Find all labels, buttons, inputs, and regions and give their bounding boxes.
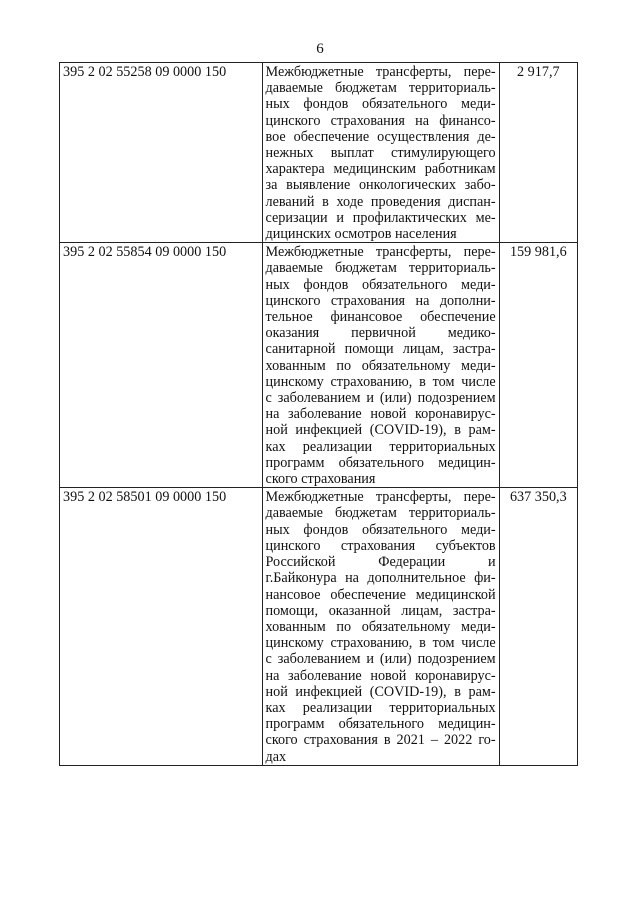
description-line: вое обеспечение осуществления де-: [265, 128, 496, 145]
description-line: ных фондов обязательного меди-: [265, 521, 496, 538]
budget-code-cell: 395 2 02 55854 09 0000 150: [60, 243, 263, 488]
description-line: тельное финансовое обеспечение: [265, 309, 496, 326]
description-cell: [262, 243, 499, 488]
description-line: ных фондов обязательного меди-: [265, 96, 496, 113]
page-number: 6: [316, 41, 324, 57]
description-line: ной инфекцией (COVID-19), в рам-: [265, 683, 496, 700]
description-line: ского страхования в 2021 – 2022 го-: [265, 732, 496, 749]
description-line: цинского страхования на дополни-: [265, 292, 496, 309]
table-row: [60, 243, 578, 488]
description-line: цинского страхования субъектов: [265, 537, 496, 554]
description-line: ной инфекцией (COVID-19), в рам-: [265, 422, 496, 439]
description-line: серизации и профилактических ме-: [265, 209, 496, 226]
budget-table: [59, 62, 578, 766]
description-line: программ обязательного медицин-: [265, 454, 496, 471]
amount-cell: 637 350,3: [499, 488, 577, 765]
description-line: леваний в ходе проведения диспан-: [265, 193, 496, 210]
description-line: за выявление онкологических забо-: [265, 177, 496, 194]
description-line: ках реализации территориальных: [265, 699, 496, 716]
description-line: даваемые бюджетам территориаль-: [265, 505, 496, 522]
description-cell: [262, 488, 499, 765]
description-line: хованным по обязательному меди-: [265, 357, 496, 374]
description-line: цинскому страхованию, в том числе: [265, 635, 496, 652]
description-line: программ обязательного медицин-: [265, 716, 496, 733]
amount-cell: 159 981,6: [499, 243, 577, 488]
description-line: Межбюджетные трансферты, пере-: [265, 489, 496, 506]
description-line: характера медицинским работникам: [265, 161, 496, 178]
table-row: [60, 63, 578, 243]
description-line: ках реализации территориальных: [265, 438, 496, 455]
budget-code-cell: 395 2 02 55258 09 0000 150: [60, 63, 263, 243]
description-line: на заболевание новой коронавирус-: [265, 667, 496, 684]
description-line: хованным по обязательному меди-: [265, 618, 496, 635]
description-line: г.Байконура на дополнительное фи-: [265, 570, 496, 587]
description-line: даваемые бюджетам территориаль-: [265, 260, 496, 277]
description-line: с заболеванием и (или) подозрением: [265, 651, 496, 668]
description-line: дицинских осмотров населения: [265, 226, 457, 243]
amount-cell: 2 917,7: [499, 63, 577, 243]
description-line: ского страхования: [265, 471, 376, 488]
budget-code-cell: 395 2 02 58501 09 0000 150: [60, 488, 263, 765]
description-line: Межбюджетные трансферты, пере-: [265, 244, 496, 261]
description-line: дах: [265, 748, 287, 765]
description-line: даваемые бюджетам территориаль-: [265, 80, 496, 97]
description-line: ных фондов обязательного меди-: [265, 276, 496, 293]
description-line: нежных выплат стимулирующего: [265, 145, 496, 162]
description-line: нансовое обеспечение медицинской: [265, 586, 496, 603]
description-line: цинскому страхованию, в том числе: [265, 373, 496, 390]
description-line: Российской Федерации и: [265, 554, 496, 571]
description-line: помощи, оказанной лицам, застра-: [265, 602, 496, 619]
description-line: санитарной помощи лицам, застра-: [265, 341, 496, 358]
table-row: [60, 488, 578, 765]
description-line: на заболевание новой коронавирус-: [265, 406, 496, 423]
description-line: цинского страхования на финансо-: [265, 112, 496, 129]
description-line: оказания первичной медико-: [265, 325, 496, 342]
description-line: Межбюджетные трансферты, пере-: [265, 64, 496, 80]
description-cell: [262, 63, 499, 243]
description-line: с заболеванием и (или) подозрением: [265, 390, 496, 407]
